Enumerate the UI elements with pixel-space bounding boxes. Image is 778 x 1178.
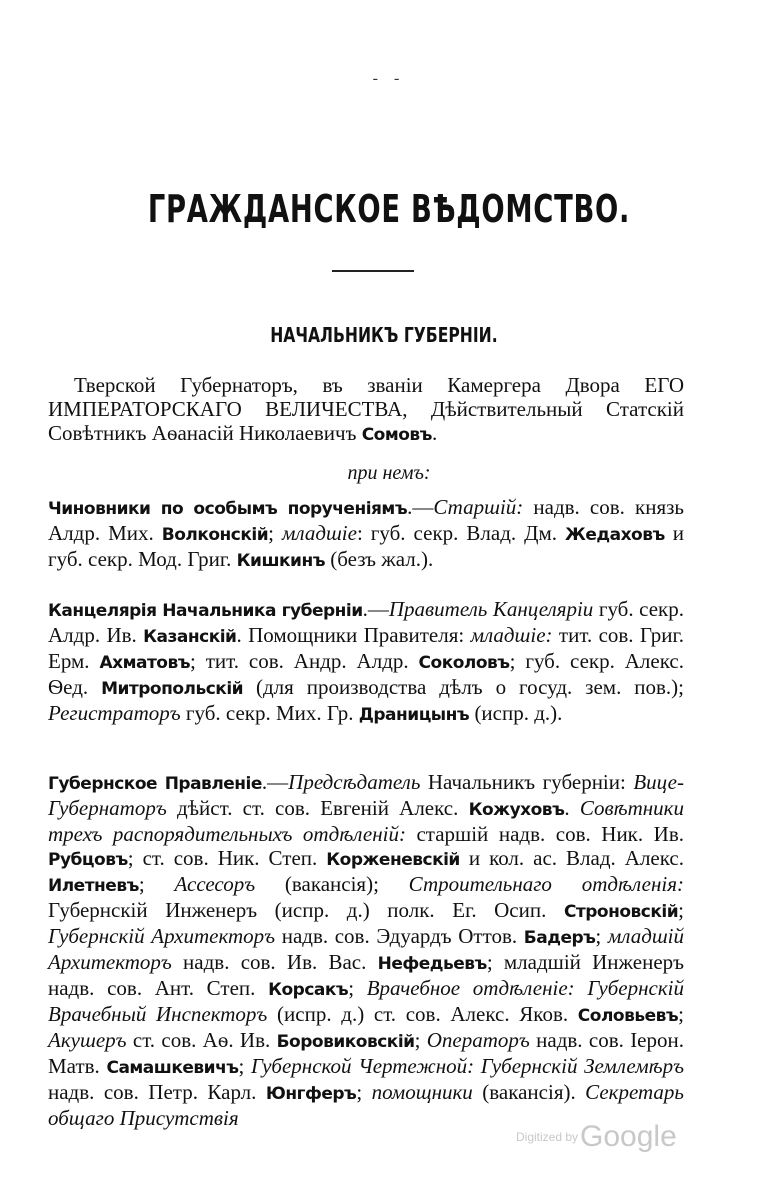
person-name: Корсакъ (268, 980, 349, 1000)
text-run: ; (414, 1028, 427, 1052)
text-run: .— (407, 495, 434, 519)
paragraph-heading: Канцелярія Начальника губерніи (48, 601, 363, 621)
text-run: .— (261, 770, 289, 794)
role-text: Предсѣдатель (288, 770, 421, 794)
pri-nem-subheading: при немъ: (347, 462, 431, 484)
text-run: ; (348, 976, 367, 1000)
text-run: Начальникъ губерніи: (420, 770, 634, 794)
text-run: Тверской Губернаторъ, въ званіи Камергера Двора ЕГО ИМПЕРАТОРСКАГО ВЕЛИЧЕСТВА, Дѣйствительный Статскій Совѣтникъ Аѳанасій Николаевичъ (48, 373, 684, 445)
officials-paragraph (48, 495, 684, 573)
text-run: надв. сов. Іерон. Матв. (48, 1028, 684, 1078)
person-name: Юнгферъ (265, 1084, 357, 1104)
header-dash: - - (372, 70, 406, 87)
role-text: Губернской Чертежной: Губернскій Землемѣръ (251, 1054, 684, 1078)
role-text: Вице-Губернаторъ (48, 770, 684, 820)
text-run: ; младшій Инженеръ надв. сов. Ант. Степ. (48, 950, 684, 1000)
text-run: надв. сов. Эдуардъ Оттов. (275, 924, 524, 948)
role-text: младшіе (282, 521, 357, 545)
person-name: Ахматовъ (99, 653, 191, 673)
role-text: младшіе: (470, 623, 553, 647)
watermark-prefix: Digitized by (516, 1130, 579, 1144)
role-text: Совѣтники трехъ распорядительныхъ отдѣленій: (48, 796, 685, 846)
text-run: ; (356, 1080, 372, 1104)
chancellery-paragraph (48, 597, 684, 727)
person-name: Илетневъ (48, 876, 139, 896)
person-name: Митропольскій (101, 679, 244, 699)
person-name: Кожуховъ (468, 800, 565, 820)
text-run: (для производства дѣлъ о госуд. зем. пов.); (243, 675, 684, 699)
provincial-board-paragraph (48, 770, 684, 1130)
text-run: Губернскій Инженеръ (испр. д.) полк. Ег. Осип. (48, 898, 564, 922)
text-run: ; (268, 521, 282, 545)
role-text: Врачебное отдѣленіе: Губернскій Врачебный Инспекторъ (48, 976, 684, 1026)
role-text: Ассесоръ (174, 872, 256, 896)
page-title: ГРАЖДАНСКОЕ ВѢДОМСТВО. (147, 187, 631, 231)
person-name: Нефедьевъ (377, 954, 487, 974)
text-run: надв. сов. Ив. Вас. (171, 950, 378, 974)
role-text: помощники (371, 1080, 473, 1104)
person-name: Боровиковскій (276, 1032, 415, 1052)
text-run: тит. сов. Григ. Ерм. (48, 623, 684, 673)
text-run: дѣйст. ст. сов. Евгеній Алекс. (166, 796, 469, 820)
text-run: надв. сов. Петр. Карл. (48, 1080, 266, 1104)
person-name: Бадеръ (523, 928, 596, 948)
role-text: Регистраторъ (48, 701, 181, 725)
person-name: Соколовъ (418, 653, 510, 673)
text-run: ; губ. секр. Алекс. Ѳед. (48, 649, 684, 699)
governor-paragraph (48, 373, 684, 447)
text-run: старшій надв. сов. Ник. Ив. (405, 822, 684, 846)
person-name: Сомовъ (361, 425, 432, 445)
text-run: надв. сов. князь Алдр. Мих. (48, 495, 684, 545)
role-text: Операторъ (426, 1028, 530, 1052)
person-name: Кишкинъ (236, 551, 325, 571)
person-name: Жедаховъ (565, 525, 665, 545)
text-run: ; (678, 898, 684, 922)
text-run: ст. сов. Аѳ. Ив. (126, 1028, 277, 1052)
person-name: Корженевскій (326, 850, 460, 870)
text-run: . (564, 796, 580, 820)
text-run: ; тит. сов. Андр. Алдр. (190, 649, 419, 673)
role-text: Акушеръ (48, 1028, 127, 1052)
role-text: Секретарь общаго Присутствія (48, 1080, 684, 1130)
text-run: и губ. секр. Мод. Григ. (48, 521, 684, 571)
section-heading: НАЧАЛЬНИКЪ ГУБЕРНІИ. (270, 323, 498, 347)
text-run: ; (595, 924, 608, 948)
text-run: . (431, 421, 438, 445)
paragraph-heading: Губернское Правленіе (48, 774, 262, 794)
paragraph-heading: Чиновники по особымъ порученіямъ (48, 499, 408, 519)
person-name: Рубцовъ (48, 850, 128, 870)
text-run: губ. секр. Алдр. Ив. (48, 597, 684, 647)
role-text: Строительнаго отдѣленія: (408, 872, 684, 896)
text-run: (вакансія). (472, 1080, 586, 1104)
text-run: ; (238, 1054, 252, 1078)
person-name: Соловьевъ (577, 1006, 679, 1026)
person-name: Самашкевичъ (106, 1058, 239, 1078)
google-logo: Google (580, 1120, 677, 1153)
text-run: . Помощники Правителя: (236, 623, 471, 647)
role-text: Правитель Канцеляріи (388, 597, 594, 621)
title-rule (332, 270, 414, 272)
text-run: и кол. ас. Влад. Алекс. (459, 846, 684, 870)
text-run: ; ст. сов. Ник. Степ. (127, 846, 327, 870)
person-name: Казанскій (143, 627, 237, 647)
text-run: (испр. д.) ст. сов. Алекс. Яков. (267, 1002, 578, 1026)
text-run: : губ. секр. Влад. Дм. (356, 521, 566, 545)
role-text: Старшій: (433, 495, 524, 519)
text-run: (вакансія); (255, 872, 409, 896)
text-run: (безъ жал.). (325, 547, 434, 571)
role-text: Губернскій Архитекторъ (48, 924, 276, 948)
text-run: (испр. д.). (469, 701, 563, 725)
person-name: Драницынъ (358, 705, 470, 725)
text-run: .— (362, 597, 389, 621)
role-text: младшій Архитекторъ (48, 924, 684, 974)
text-run: ; (678, 1002, 684, 1026)
person-name: Волконскій (161, 525, 269, 545)
digitized-watermark (516, 1120, 677, 1154)
text-run: губ. секр. Мих. Гр. (180, 701, 359, 725)
text-run: ; (138, 872, 175, 896)
person-name: Строновскій (563, 902, 679, 922)
